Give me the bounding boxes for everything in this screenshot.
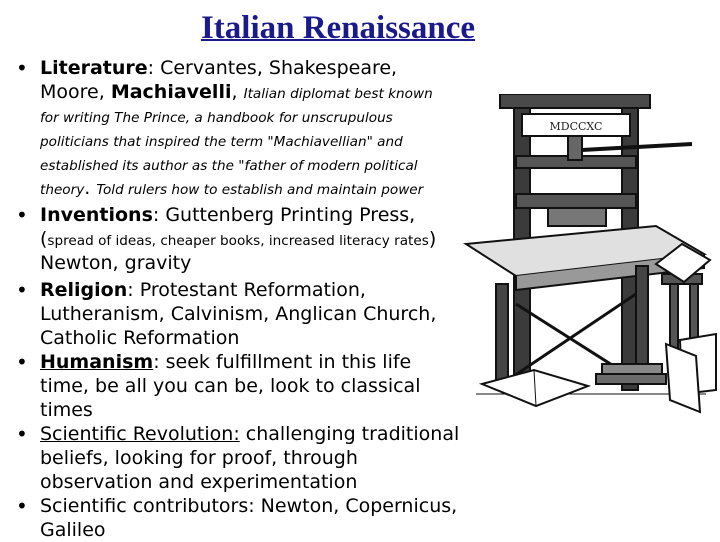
inventions-text: : Guttenberg Printing Press, <box>152 204 416 226</box>
machiavelli-note: for writing The Prince, a handbook for unscrupulous politicians that inspired the term "Machiavellian" and established its author as the "father of modern political theory <box>40 110 418 198</box>
bullet-inventions <box>14 203 462 275</box>
inventions-open-paren: ( <box>40 228 48 250</box>
scientific-revolution-label: Scientific Revolution: <box>40 423 240 445</box>
inventions-extra: Newton, gravity <box>40 252 192 274</box>
bullet-scientific-revolution <box>14 422 462 494</box>
scientific-revolution-text: challenging traditional beliefs, looking for proof, through observation and experimentation <box>40 423 460 493</box>
bullet-list <box>14 56 462 542</box>
bullet-religion <box>14 278 462 350</box>
inventions-label: Inventions <box>40 204 153 226</box>
machiavelli-name: Machiavelli <box>110 81 232 103</box>
machiavelli-inline-note: Italian diplomat best known <box>243 86 433 102</box>
press-plaque-text: MDCCXC <box>549 120 603 133</box>
literature-comma: , <box>231 81 238 103</box>
slide-title: Italian Renaissance <box>200 10 476 46</box>
printing-press-illustration <box>456 94 718 424</box>
humanism-label: Humanism <box>40 351 154 373</box>
religion-label: Religion <box>40 279 128 301</box>
literature-label: Literature <box>40 57 148 79</box>
scientific-contributors-text: Scientific contributors: Newton, Copernicus, Galileo <box>40 495 458 541</box>
religion-text: : Protestant Reformation, Lutheranism, Calvinism, Anglican Church, Catholic Reformation <box>40 279 437 349</box>
inventions-detail: spread of ideas, cheaper books, increased literacy rates <box>47 233 429 249</box>
bullet-scientific-contributors <box>14 494 462 542</box>
literature-period: . <box>84 177 91 199</box>
humanism-text: : seek fulfillment in this life time, be all you can be, look to classical times <box>40 351 421 421</box>
machiavelli-note-2: Told rulers how to establish and maintain power <box>96 182 424 198</box>
inventions-close-paren: ) <box>428 228 437 250</box>
bullet-humanism <box>14 350 462 422</box>
bullet-literature <box>14 56 462 200</box>
literature-text: : Cervantes, Shakespeare, Moore, <box>40 57 398 103</box>
